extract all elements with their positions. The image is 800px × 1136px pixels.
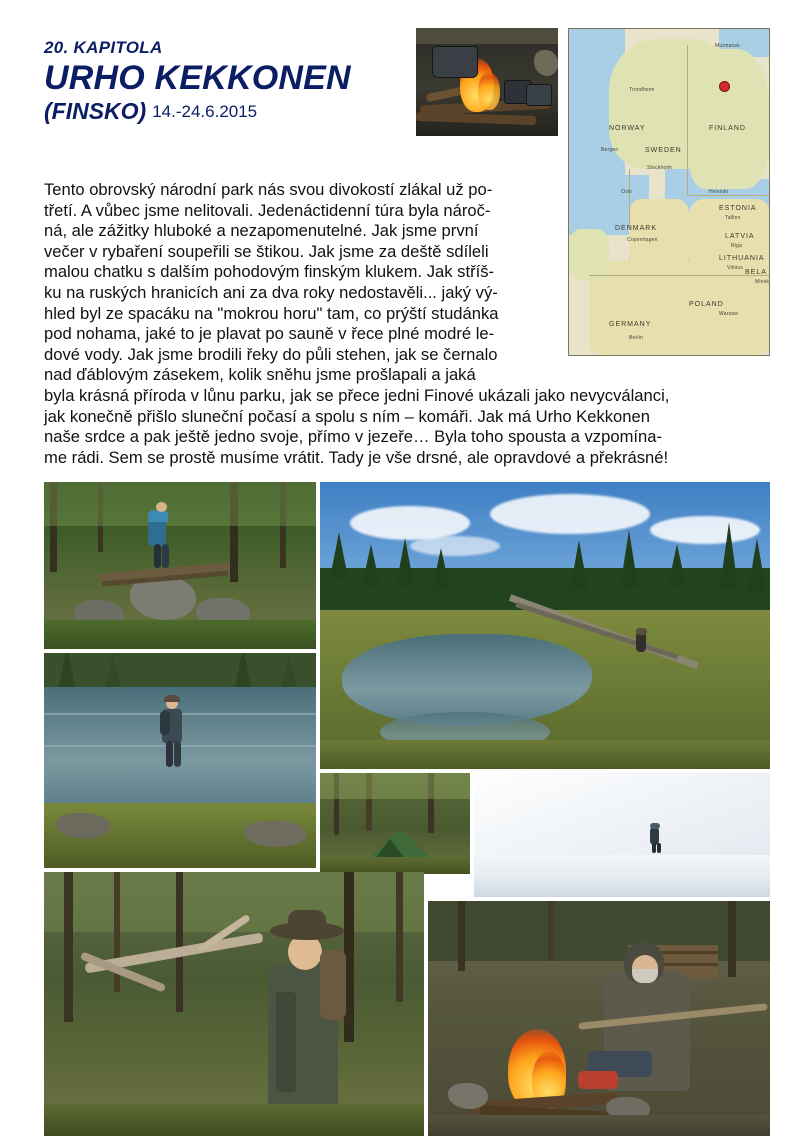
article-line: byla krásná příroda v lůnu parku, jak se přece jedni Finové ukázali jako nevycválanci, [44,385,670,405]
article-line: večer v rybaření soupeřili se štikou. Jak jsme za deště sdíleli [44,241,489,261]
article-line: ku na ruských hranicích ani za dva roky nedostavěli... jaký vý- [44,282,498,302]
article-text [44,180,770,468]
photo-hiker-on-bridge [44,482,316,649]
subtitle-row [44,98,414,125]
article-line: Tento obrovský národní park nás svou divokostí zlákal už po- [44,180,493,199]
map-marker-urho-kekkonen [719,81,730,92]
title-block [44,38,414,125]
date-range: 14.-24.6.2015 [152,102,258,121]
photo-campfire-header [416,28,558,136]
article-line: třetí. A vůbec jsme nelitovali. Jedenáctidenní túra byla nároč- [44,200,491,220]
page-title: URHO KEKKONEN [44,59,351,97]
photo-woman-in-forest [44,872,424,1136]
article-line: jak konečně přišlo sluneční počasí a spolu s ním – komáři. Jak má Urho Kekkonen [44,406,650,426]
article-line: nad ďáblovým zásekem, kolik sněhu jsme prošlapali a jaká [44,365,476,385]
article-line: hled byl ze spacáku na "mokrou horu" tam, co prýští studánka [44,303,499,323]
article-line: dové vody. Jak jsme brodili řeky do půli stehen, jak se černalo [44,344,498,364]
photo-gallery [44,482,770,1136]
photo-man-at-campfire [428,901,770,1136]
article-line: me rádi. Sem se prostě musíme vrátit. Tady je vše drsné, ale opravdové a překrásné! [44,447,669,467]
chapter-label: 20. KAPITOLA [44,38,163,57]
photo-woman-at-lake [44,653,316,868]
country-label: (FINSKO) [44,98,147,124]
article-line: naše srdce a pak ještě jedno svoje, přímo v jezeře… Byla toho spousta a vzpomína- [44,427,662,447]
article-wide-column [44,386,770,468]
article-line: ná, ale zážitky hluboké a nezapomenutelné. Jak jsme první [44,221,479,241]
photo-swamp-pond [320,482,770,769]
photo-green-tent [320,773,470,874]
article-line: pod nohama, jaké to je plavat po sauně v řece plné modré le- [44,324,495,344]
photo-snow-slope [474,773,770,897]
photo-map-scandinavia: NORWAY SWEDEN FINLAND DENMARK ESTONIA LATVIA LITHUANIA BELA POLAND GERMANY Stockholm Oslo Helsinki Tallinn Riga Vilnius Minsk Warsaw Berlin Murmansk Trondheim Bergen Copenhagen [568,28,770,356]
article-line: malou chatku s dalším pohodovým finským klukem. Jak stříš- [44,262,495,282]
article-narrow-column [44,180,512,386]
